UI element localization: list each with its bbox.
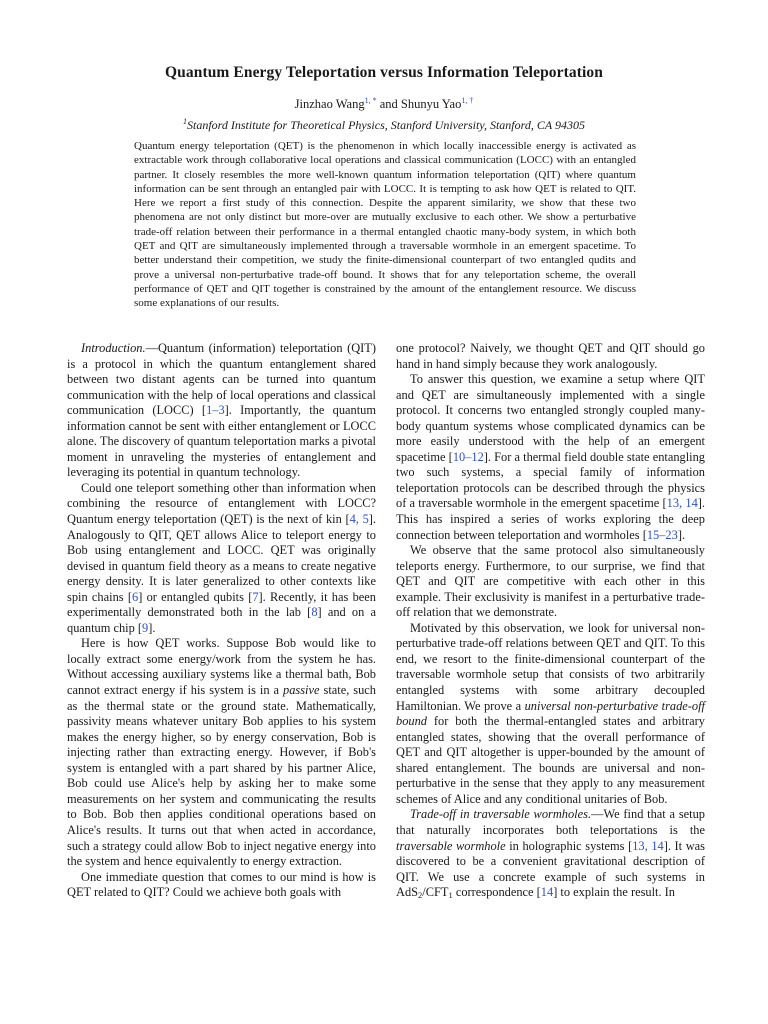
citation-link[interactable]: 4, 5: [349, 512, 369, 527]
paper-title: Quantum Energy Teleportation versus Information Teleportation: [165, 64, 603, 81]
citation-link[interactable]: 9: [142, 620, 149, 635]
citation-link[interactable]: 14: [540, 885, 554, 900]
how-qet-works-paragraph: Here is how QET works. Suppose Bob would like to locally extract some energy/work from the system he has. Without accessing auxiliary systems like a thermal bath, Bob cannot extract energy if his system is in a passive state, such as the thermal state or the ground state. Mathematically, passivity means whatever unitary Bob applies to his system makes the energy higher, so by energy conservation, Bob is injecting rather than extracting energy. However, if Bob's system is entangled with a part shared by his partner Alice, Bob could use Alice's help by asking her to make some measurements on her system and communicating the results to Bob. Bob then applies conditional operations based on Alice's results. It turns out that when acted in accordance, such a strategy could allow Bob to inject negative energy into the system and hence equivalently to energy extraction.: [67, 636, 377, 869]
citation-link[interactable]: 13, 14: [666, 496, 698, 511]
setup-paragraph: To answer this question, we examine a setup where QIT and QET are simultaneously implemented with a single protocol. It concerns two entangled strongly coupled many-body quantum systems whose complicated dynamics can be more easily understood with the help of an emergent spacetime [10–12]. For a thermal field double state entangling two such systems, a special family of information teleportation protocols can be described through the physics of a traversable wormhole in the emergent spacetime [13, 14]. This has inspired a series of works exploring the deep connection between teleportation and wormholes [15–23].: [396, 372, 705, 542]
continued-paragraph: one protocol? Naively, we thought QET and QIT should go hand in hand simply because they work analogously.: [396, 341, 705, 371]
abstract: Quantum energy teleportation (QET) is the phenomenon in which locally inaccessible energy is activated as extractable work through collaborative local operations and classical communication (LOCC) with an entangled partner. It closely resembles the more well-known quantum information teleportation (QIT) where quantum information can be sent through an entangled pair with LOCC. It is tempting to ask how QET is related to QIT. Here we report a first study of this connection. Despite the apparent similarity, we show that these two phenomena are not only distinct but more-over are mutually exclusive to each other. We show a perturbative trade-off relation between their performance in a thermal entangled chaotic many-body system, in which both QET and QIT are simultaneously implemented through a traversable wormhole in an emergent spacetime. To better understand their competition, we study the finite-dimensional counterpart of two entangled qudits and prove a universal non-perturbative trade-off bound. It shows that for any teleportation scheme, the overall performance of QET and QIT together is constrained by the amount of the entanglement resource. We discuss some explanations of our results.: [134, 140, 636, 310]
author-wang-marks[interactable]: 1, *: [364, 96, 377, 105]
tradeoff-heading: Trade-off in traversable wormholes.: [410, 807, 592, 822]
author-wang: Jinzhao Wang: [294, 97, 365, 111]
citation-link[interactable]: 10–12: [452, 449, 484, 464]
left-column: [67, 341, 376, 901]
citation-link[interactable]: 8: [311, 605, 318, 620]
citation-link[interactable]: 1–3: [206, 403, 225, 418]
citation-link[interactable]: 13, 14: [632, 838, 664, 853]
intro-paragraph: Introduction.—Quantum (information) teleportation (QIT) is a protocol in which the quantum entanglement shared between two distant agents can be turned into quantum communication with the help of local operations and classical communication (LOCC) [1–3]. Importantly, the quantum information cannot be sent with either entanglement or LOCC alone. The discovery of quantum teleportation marks a pivotal moment in unraveling the mysteries of entanglement and leveraging its potential in quantum technology.: [67, 341, 376, 480]
affiliation-mark: 1: [183, 117, 187, 126]
question-paragraph: One immediate question that comes to our mind is how is QET related to QIT? Could we achieve both goals with: [67, 869, 376, 900]
author-yao-marks[interactable]: 1, †: [461, 96, 474, 105]
author-yao: Shunyu Yao: [400, 97, 462, 111]
author-connector: and: [379, 97, 398, 111]
intro-heading: Introduction.: [81, 341, 146, 355]
tradeoff-paragraph: Trade-off in traversable wormholes.—We find that a setup that naturally incorporates both teleportations is the traversable wormhole in holographic systems [13, 14]. It was discovered to be a convenient gravitational description of QIT. We use a concrete example of such systems in $AdS_2/CFT_1$ correspondence [14] to explain the result. In: [396, 807, 705, 901]
qet-paragraph: Could one teleport something other than information when combining the resource of entanglement with LOCC? Quantum energy teleportation (QET) is the next of kin [4, 5]. Analogously to QIT, QET allows Alice to teleport energy to Bob using entanglement and LOCC. QET was originally devised in quantum field theory as a means to create negative energy density. It is later generalized to other contexts like spin chains [6] or entangled qubits [7]. Recently, it has been experimentally demonstrated both in the lab [8] and on a quantum chip [9].: [67, 480, 377, 635]
affiliation: [60, 118, 708, 133]
motivation-paragraph: Motivated by this observation, we look for universal non-perturbative trade-off relations between QET and QIT. To this end, we resort to the finite-dimensional counterpart of the traversable wormhole setup that consists of two arbitrarily entangled systems with some arbitrary decoupled Hamiltonian. We prove a universal non-perturbative trade-off bound for both the thermal-entangled states and arbitrary entangled states, showing that the overall performance of QET and QIT altogether is upper-bounded by the amount of shared entanglement. The bounds are universal and non-perturbative in the sense that they apply to any measurement schemes of Alice and any conditional unitaries of Bob.: [396, 620, 705, 806]
citation-link[interactable]: 15–23: [646, 527, 678, 542]
affiliation-text: Stanford Institute for Theoretical Physics, Stanford University, Stanford, CA 94305: [187, 118, 585, 132]
right-column: [396, 341, 705, 901]
citation-link[interactable]: 6: [131, 589, 139, 604]
citation-link[interactable]: 7: [252, 589, 259, 604]
observation-paragraph: We observe that the same protocol also simultaneously teleports energy. Furthermore, to our surprise, we find that QET and QIT are competitive with each other in this example. Their exclusivity is manifest in a perturbative trade-off relation that we demonstrate.: [396, 543, 705, 620]
author-line: [60, 97, 708, 112]
